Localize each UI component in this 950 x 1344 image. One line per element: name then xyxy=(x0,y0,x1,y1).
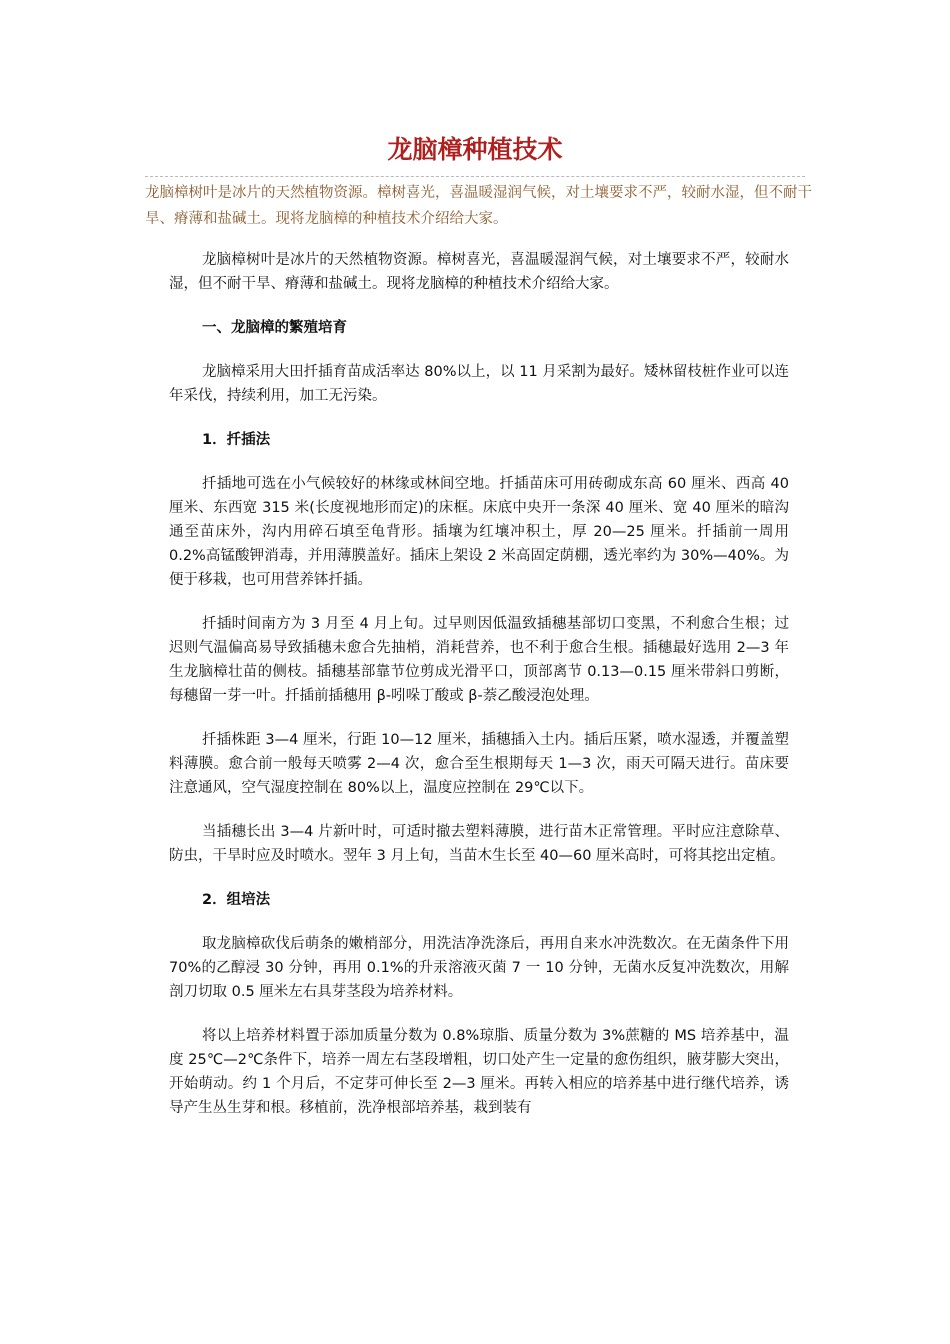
dashed-divider xyxy=(145,176,805,177)
paragraph: 扦插地可选在小气候较好的林缘或林间空地。扦插苗床可用砖砌成东高 60 厘米、西高 40 厘米、东西宽 315 米(长度视地形而定)的床框。床底中央开一条深 40 厘米、宽 40 厘米的暗沟通至苗床外，沟内用碎石填至龟背形。插壤为红壤冲积土，厚 20—25 厘米。扦插前一周用 0.2%高锰酸钾消毒，并用薄膜盖好。插床上架设 2 米高固定荫棚，透光率约为 30%—40%。为便于移栽，也可用营养钵扦插。 xyxy=(169,476,789,588)
summary-text: 龙脑樟树叶是冰片的天然植物资源。樟树喜光，喜温暖湿润气候，对土壤要求不严，较耐水湿，但不耐干旱、瘠薄和盐碱土。现将龙脑樟的种植技术介绍给大家。 xyxy=(145,185,812,227)
paragraph: 扦插株距 3—4 厘米，行距 10—12 厘米，插穗插入土内。插后压紧，喷水湿透，并覆盖塑料薄膜。愈合前一般每天喷雾 2—4 次，愈合至生根期每天 1—3 次，雨天可隔天进行。苗床要注意通风，空气湿度控制在 80%以上，温度应控制在 29℃以下。 xyxy=(169,732,789,796)
paragraph: 扦插时间南方为 3 月至 4 月上旬。过早则因低温致插穗基部切口变黑，不利愈合生根；过迟则气温偏高易导致插穗未愈合先抽梢，消耗营养，也不利于愈合生根。插穗最好选用 2—3 年生龙脑樟壮苗的侧枝。插穗基部靠节位剪成光滑平口，顶部离节 0.13—0.15 厘米带斜口剪断，每穗留一芽一叶。扦插前插穗用 β-吲哚丁酸或 β-萘乙酸浸泡处理。 xyxy=(169,616,789,704)
paragraph: 将以上培养材料置于添加质量分数为 0.8%琼脂、质量分数为 3%蔗糖的 MS 培养基中，温度 25℃—2℃条件下，培养一周左右茎段增粗，切口处产生一定量的愈伤组织，腋芽膨大突出，开始萌动。约 1 个月后，不定芽可伸长至 2—3 厘米。再转入相应的培养基中进行继代培养，诱导产生丛生芽和根。移植前，洗净根部培养基，栽到装有 xyxy=(169,1028,789,1116)
paragraph: 龙脑樟采用大田扦插育苗成活率达 80%以上，以 11 月采割为最好。矮林留枝桩作业可以连年采伐，持续利用，加工无污染。 xyxy=(169,364,789,404)
section-heading: 一、龙脑樟的繁殖培育 xyxy=(202,320,347,336)
article-body xyxy=(169,248,789,1120)
page-title: 龙脑樟种植技术 xyxy=(387,135,563,164)
paragraph: 当插穗长出 3—4 片新叶时，可适时撤去塑料薄膜，进行苗木正常管理。平时应注意除草、防虫，干旱时应及时喷水。翌年 3 月上旬，当苗木生长至 40—60 厘米高时，可将其挖出定植。 xyxy=(169,824,789,864)
intro-paragraph: 龙脑樟树叶是冰片的天然植物资源。樟树喜光，喜温暖湿润气候，对土壤要求不严，较耐水湿，但不耐干旱、瘠薄和盐碱土。现将龙脑樟的种植技术介绍给大家。 xyxy=(169,252,789,292)
subsection-heading: 1．扦插法 xyxy=(202,432,271,448)
paragraph: 取龙脑樟砍伐后萌条的嫩梢部分，用洗洁净洗涤后，再用自来水冲洗数次。在无菌条件下用 70%的乙醇浸 30 分钟，再用 0.1%的升汞溶液灭菌 7 一 10 分钟，无菌水反复冲洗数次，用解剖刀切取 0.5 厘米左右具芽茎段为培养材料。 xyxy=(169,936,789,1000)
subsection-heading: 2．组培法 xyxy=(202,892,271,908)
